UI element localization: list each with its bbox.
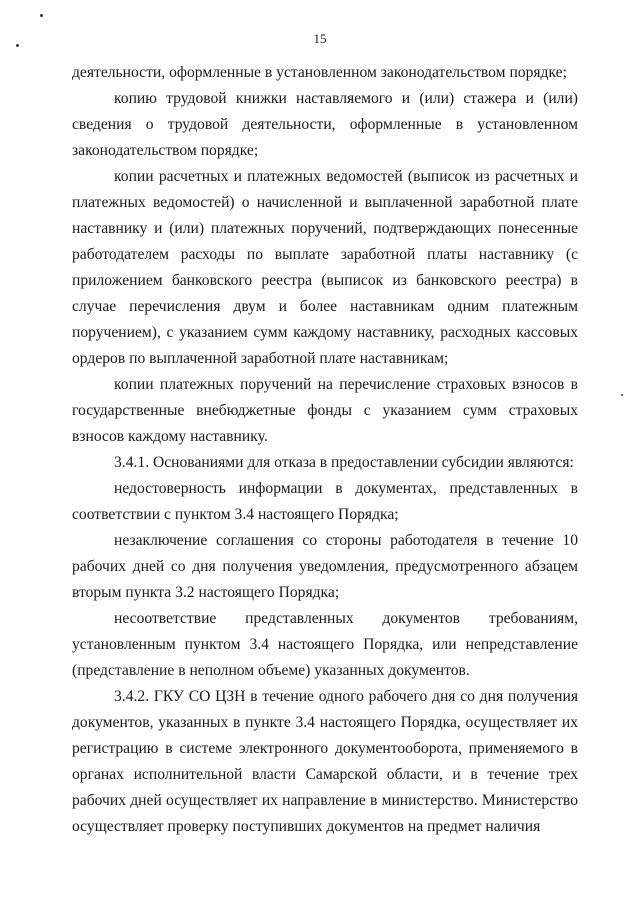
paragraph-3-4-2: 3.4.2. ГКУ СО ЦЗН в течение одного рабочего дня со дня получения документов, указанных в пункте 3.4 настоящего Порядка, осуществляет их регистрацию в системе электронного документооборота, применяемого в органах исполнительной власти Самарской области, и в течение трех рабочих дней осуществляет их направление в министерство. Министерство осуществляет проверку поступивших документов на предмет наличия bbox=[72, 688, 578, 835]
paragraph: копию трудовой книжки наставляемого и (или) стажера и (или) сведения о трудовой деятельности, оформленные в установленном законодательством порядке; bbox=[72, 90, 578, 159]
scan-speck bbox=[621, 394, 623, 396]
paragraph: недостоверность информации в документах, представленных в соответствии с пунктом 3.4 настоящего Порядка; bbox=[72, 480, 578, 523]
paragraph-3-4-1: 3.4.1. Основаниями для отказа в предоставлении субсидии являются: bbox=[114, 454, 574, 471]
page-number: 15 bbox=[313, 31, 327, 46]
paragraph: несоответствие представленных документов требованиям, установленным пунктом 3.4 настоящего Порядка, или непредставление (представление в неполном объеме) указанных документов. bbox=[72, 610, 578, 679]
paragraph-continuation: деятельности, оформленные в установленном законодательством порядке; bbox=[72, 64, 567, 81]
paragraph: копии расчетных и платежных ведомостей (выписок из расчетных и платежных ведомостей) о начисленной и выплаченной заработной плате наставнику и (или) платежных поручений, подтверждающих понесенные работодателем расходы по выплате заработной платы наставнику (с приложением банковского реестра (выписок из банковского реестра) в случае перечисления двум и более наставникам одним платежным поручением), с указанием сумм каждому наставнику, расходных кассовых ордеров по выплаченной заработной плате наставникам; bbox=[72, 168, 578, 367]
paragraph: незаключение соглашения со стороны работодателя в течение 10 рабочих дней со дня получения уведомления, предусмотренного абзацем вторым пункта 3.2 настоящего Порядка; bbox=[72, 532, 578, 601]
paragraph: копии платежных поручений на перечисление страховых взносов в государственные внебюджетные фонды с указанием сумм страховых взносов каждому наставнику. bbox=[72, 376, 578, 445]
scan-speck bbox=[40, 14, 43, 17]
document-body bbox=[72, 60, 578, 840]
